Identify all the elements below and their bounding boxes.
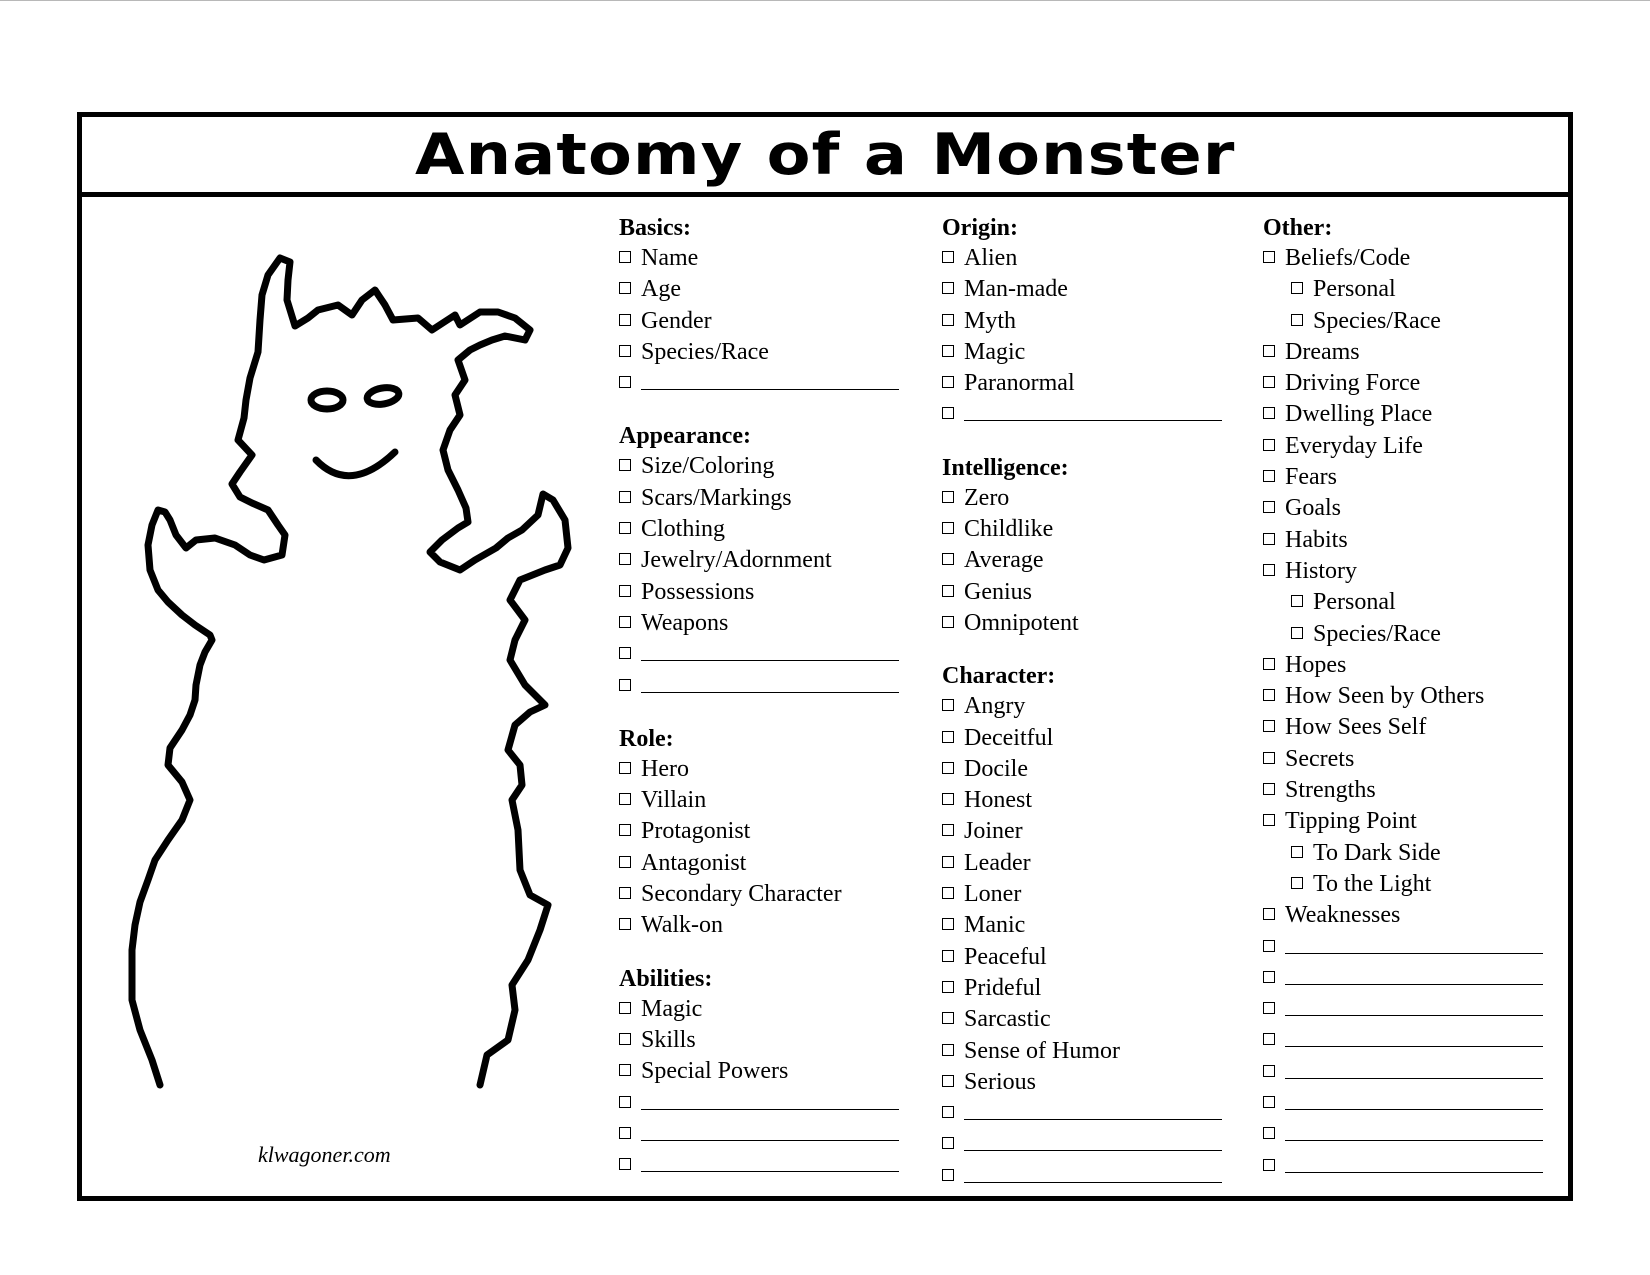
item-label: Man-made [964, 276, 1068, 303]
item-label: Alien [964, 245, 1018, 271]
checkbox-icon[interactable] [1263, 1002, 1275, 1014]
checklist-item[interactable] [619, 514, 889, 545]
item-label: Weaknesses [1285, 902, 1401, 929]
checklist-item[interactable] [1263, 274, 1533, 305]
write-in-line[interactable] [964, 1130, 1222, 1151]
checkbox-icon[interactable] [619, 1064, 631, 1076]
item-label: Secrets [1285, 745, 1355, 772]
checkbox-icon[interactable] [619, 679, 631, 691]
checklist-item[interactable] [619, 451, 889, 482]
write-in-line[interactable] [964, 1099, 1222, 1120]
item-label: Fears [1285, 464, 1337, 491]
write-in-line[interactable] [1285, 1026, 1543, 1047]
checklist-item[interactable] [1263, 493, 1533, 524]
checkbox-icon[interactable] [619, 282, 631, 294]
checkbox-icon[interactable] [619, 918, 631, 930]
checklist-item[interactable] [1263, 587, 1533, 618]
write-in-line[interactable] [1285, 1152, 1543, 1173]
checkbox-icon[interactable] [1263, 501, 1275, 513]
checklist-item[interactable] [942, 973, 1212, 1004]
checklist-item[interactable] [619, 816, 889, 847]
checklist-item[interactable] [942, 848, 1212, 879]
checkbox-icon[interactable] [1263, 1065, 1275, 1077]
checkbox-icon[interactable] [619, 522, 631, 534]
write-in-line[interactable] [641, 640, 899, 661]
checklist-item[interactable] [1263, 900, 1533, 931]
checklist-item[interactable] [1263, 525, 1533, 556]
item-label: To Dark Side [1313, 839, 1441, 866]
checkbox-icon[interactable] [619, 376, 631, 388]
checkbox-icon[interactable] [942, 376, 954, 388]
section-heading: Abilities: [619, 965, 713, 992]
column-2 [942, 213, 1212, 1214]
checklist-item[interactable] [1263, 243, 1533, 274]
checklist-item[interactable] [942, 691, 1212, 722]
credit-text: klwagoner.com [258, 1142, 391, 1167]
checklist-item[interactable] [1263, 775, 1533, 806]
checkbox-icon[interactable] [619, 1002, 631, 1014]
checkbox-icon[interactable] [1263, 251, 1275, 263]
item-label: Species/Race [1313, 307, 1441, 334]
checkbox-icon[interactable] [942, 1106, 954, 1118]
column-1 [619, 213, 889, 1203]
checklist-item[interactable] [1263, 399, 1533, 430]
blank-checklist-item[interactable] [942, 1129, 1212, 1160]
item-label: Manic [964, 912, 1026, 939]
checklist-item[interactable] [619, 1025, 889, 1056]
item-label: Myth [964, 307, 1017, 334]
item-label: Habits [1285, 526, 1348, 553]
item-label: Possessions [641, 578, 755, 605]
item-label: How Sees Self [1285, 714, 1427, 741]
blank-checklist-item[interactable] [1263, 963, 1533, 994]
right-eye [366, 385, 400, 406]
checklist-item[interactable] [619, 994, 889, 1025]
item-label: Hopes [1285, 651, 1347, 678]
checkbox-icon[interactable] [1263, 1127, 1275, 1139]
item-label: Goals [1285, 495, 1341, 522]
checkbox-icon[interactable] [942, 314, 954, 326]
checklist-item[interactable] [942, 483, 1212, 514]
checkbox-icon[interactable] [1291, 877, 1303, 889]
item-label: Tipping Point [1285, 808, 1417, 835]
item-label: Everyday Life [1285, 432, 1423, 459]
item-label: Magic [964, 338, 1026, 365]
checklist-item[interactable] [619, 785, 889, 816]
blank-checklist-item[interactable] [1263, 1151, 1533, 1182]
checkbox-icon[interactable] [619, 1033, 631, 1045]
checkbox-icon[interactable] [1263, 720, 1275, 732]
checkbox-icon[interactable] [619, 1127, 631, 1139]
item-label: Serious [964, 1068, 1036, 1095]
checklist-item[interactable] [1263, 556, 1533, 587]
checklist-item[interactable] [942, 368, 1212, 399]
blank-checklist-item[interactable] [942, 399, 1212, 430]
checkbox-icon[interactable] [942, 1044, 954, 1056]
checklist-item[interactable] [1263, 368, 1533, 399]
item-label: Prideful [964, 974, 1042, 1001]
checkbox-icon[interactable] [942, 1075, 954, 1087]
blank-checklist-item[interactable] [1263, 1119, 1533, 1150]
section-basics [619, 213, 889, 399]
item-label: Angry [964, 693, 1026, 720]
item-label: Zero [964, 484, 1010, 511]
item-label: Hero [641, 755, 689, 782]
blank-checklist-item[interactable] [619, 1088, 889, 1119]
left-eye [311, 391, 343, 409]
item-label: Walk-on [641, 912, 724, 939]
item-label: Sense of Humor [964, 1037, 1120, 1064]
checklist-item[interactable] [942, 754, 1212, 785]
checkbox-icon[interactable] [1263, 533, 1275, 545]
checkbox-icon[interactable] [619, 1158, 631, 1170]
checkbox-icon[interactable] [942, 793, 954, 805]
write-in-line[interactable] [1285, 995, 1543, 1016]
checklist-item[interactable] [942, 816, 1212, 847]
checklist-item[interactable] [619, 243, 889, 274]
checkbox-icon[interactable] [1263, 752, 1275, 764]
checklist-item[interactable] [619, 577, 889, 608]
write-in-line[interactable] [641, 1089, 899, 1110]
checklist-item[interactable] [942, 514, 1212, 545]
blank-checklist-item[interactable] [619, 1150, 889, 1181]
checkbox-icon[interactable] [1263, 1159, 1275, 1171]
item-label: Gender [641, 307, 712, 334]
column-3 [1263, 213, 1533, 1204]
section-other [1263, 213, 1533, 1182]
blank-checklist-item[interactable] [1263, 932, 1533, 963]
checklist-item[interactable] [619, 754, 889, 785]
checkbox-icon[interactable] [942, 282, 954, 294]
checkbox-icon[interactable] [619, 647, 631, 659]
item-label: Loner [964, 881, 1022, 908]
section-abilities [619, 964, 889, 1182]
checkbox-icon[interactable] [619, 1096, 631, 1108]
checklist-item[interactable] [942, 1004, 1212, 1035]
section-heading: Origin: [942, 215, 1018, 241]
blank-checklist-item[interactable] [942, 1161, 1212, 1192]
item-label: Dwelling Place [1285, 401, 1433, 428]
write-in-line[interactable] [1285, 964, 1543, 985]
checkbox-icon[interactable] [1291, 627, 1303, 639]
section-character [942, 661, 1212, 1192]
checkbox-icon[interactable] [942, 616, 954, 628]
checklist-item[interactable] [942, 879, 1212, 910]
item-label: Special Powers [641, 1058, 789, 1085]
checkbox-icon[interactable] [619, 887, 631, 899]
checkbox-icon[interactable] [619, 585, 631, 597]
checklist-item[interactable] [1263, 806, 1533, 837]
checklist-item[interactable] [619, 274, 889, 305]
item-label: Beliefs/Code [1285, 245, 1411, 271]
checkbox-icon[interactable] [942, 491, 954, 503]
mouth [316, 452, 395, 476]
item-label: Protagonist [641, 818, 751, 845]
item-label: Honest [964, 787, 1032, 814]
section-origin [942, 213, 1212, 431]
checkbox-icon[interactable] [942, 981, 954, 993]
checklist-item[interactable] [1263, 744, 1533, 775]
checkbox-icon[interactable] [1263, 564, 1275, 576]
checkbox-icon[interactable] [619, 491, 631, 503]
checklist-item[interactable] [942, 274, 1212, 305]
blank-checklist-item[interactable] [1263, 1025, 1533, 1056]
checkbox-icon[interactable] [619, 251, 631, 263]
section-intelligence [942, 453, 1212, 639]
item-label: Driving Force [1285, 370, 1421, 397]
checklist-item[interactable] [942, 306, 1212, 337]
checklist-item[interactable] [619, 545, 889, 576]
checkbox-icon[interactable] [1291, 846, 1303, 858]
section-heading: Basics: [619, 215, 691, 241]
item-label: To the Light [1313, 870, 1432, 897]
section-heading: Other: [1263, 215, 1333, 241]
item-label: Species/Race [641, 338, 769, 365]
item-label: Skills [641, 1026, 696, 1053]
checklist-item[interactable] [942, 942, 1212, 973]
write-in-line[interactable] [1285, 1089, 1543, 1110]
section-heading: Intelligence: [942, 454, 1069, 481]
item-label: Size/Coloring [641, 453, 775, 480]
write-in-line[interactable] [964, 1162, 1222, 1183]
checkbox-icon[interactable] [619, 459, 631, 471]
checkbox-icon[interactable] [1291, 595, 1303, 607]
item-label: History [1285, 557, 1357, 584]
checkbox-icon[interactable] [1263, 1096, 1275, 1108]
checkbox-icon[interactable] [1263, 783, 1275, 795]
blank-checklist-item[interactable] [1263, 1057, 1533, 1088]
checkbox-icon[interactable] [942, 824, 954, 836]
checkbox-icon[interactable] [619, 616, 631, 628]
checklist-item[interactable] [1263, 681, 1533, 712]
checklist-item[interactable] [942, 785, 1212, 816]
checklist-item[interactable] [942, 577, 1212, 608]
checklist-item[interactable] [942, 1067, 1212, 1098]
blank-checklist-item[interactable] [619, 1119, 889, 1150]
checklist-item[interactable] [942, 1036, 1212, 1067]
checkbox-icon[interactable] [1263, 1033, 1275, 1045]
section-role [619, 724, 889, 942]
item-label: Joiner [964, 818, 1023, 845]
checklist-item[interactable] [1263, 431, 1533, 462]
item-label: Personal [1313, 276, 1396, 303]
checkbox-icon[interactable] [942, 918, 954, 930]
blank-checklist-item[interactable] [619, 368, 889, 399]
checkbox-icon[interactable] [1291, 282, 1303, 294]
item-label: Sarcastic [964, 1006, 1051, 1033]
item-label: Peaceful [964, 943, 1047, 970]
checklist-item[interactable] [619, 483, 889, 514]
section-appearance [619, 421, 889, 701]
checklist-item[interactable] [1263, 306, 1533, 337]
checkbox-icon[interactable] [942, 251, 954, 263]
checklist-item[interactable] [619, 879, 889, 910]
checklist-item[interactable] [942, 608, 1212, 639]
checklist-item[interactable] [1263, 712, 1533, 743]
write-in-line[interactable] [1285, 1120, 1543, 1141]
checkbox-icon[interactable] [942, 1012, 954, 1024]
item-label: Scars/Markings [641, 484, 792, 511]
item-label: Species/Race [1313, 620, 1441, 647]
item-label: Omnipotent [964, 609, 1079, 636]
checklist-item[interactable] [619, 910, 889, 941]
item-label: Docile [964, 755, 1028, 782]
blank-checklist-item[interactable] [942, 1098, 1212, 1129]
checkbox-icon[interactable] [1263, 376, 1275, 388]
item-label: Villain [641, 787, 707, 814]
checkbox-icon[interactable] [619, 856, 631, 868]
checklist-item[interactable] [942, 723, 1212, 754]
checkbox-icon[interactable] [619, 314, 631, 326]
item-label: Antagonist [641, 849, 747, 876]
item-label: Strengths [1285, 777, 1376, 804]
blank-checklist-item[interactable] [1263, 994, 1533, 1025]
checklist-item[interactable] [1263, 619, 1533, 650]
item-label: Name [641, 245, 699, 271]
checkbox-icon[interactable] [942, 407, 954, 419]
page-title: Anatomy of a Monster [414, 122, 1236, 188]
item-label: Personal [1313, 589, 1396, 616]
write-in-line[interactable] [641, 369, 899, 390]
item-label: Paranormal [964, 370, 1075, 397]
item-label: Jewelry/Adornment [641, 547, 832, 574]
checklist-item[interactable] [619, 337, 889, 368]
checklist-item[interactable] [1263, 838, 1533, 869]
item-label: Secondary Character [641, 881, 842, 908]
checklist-item[interactable] [942, 545, 1212, 576]
checkbox-icon[interactable] [619, 345, 631, 357]
section-heading: Role: [619, 725, 674, 752]
checklist-item[interactable] [1263, 462, 1533, 493]
write-in-line[interactable] [1285, 1058, 1543, 1079]
checkbox-icon[interactable] [1291, 314, 1303, 326]
checkbox-icon[interactable] [942, 699, 954, 711]
checklist-item[interactable] [619, 306, 889, 337]
blank-checklist-item[interactable] [1263, 1088, 1533, 1119]
checkbox-icon[interactable] [1263, 439, 1275, 451]
checklist-item[interactable] [942, 910, 1212, 941]
item-label: Deceitful [964, 724, 1054, 751]
checkbox-icon[interactable] [619, 824, 631, 836]
checkbox-icon[interactable] [942, 522, 954, 534]
write-in-line[interactable] [641, 1151, 899, 1172]
checkbox-icon[interactable] [942, 856, 954, 868]
checkbox-icon[interactable] [1263, 814, 1275, 826]
checkbox-icon[interactable] [619, 793, 631, 805]
item-label: Average [964, 547, 1044, 574]
write-in-line[interactable] [964, 400, 1222, 421]
checkbox-icon[interactable] [1263, 971, 1275, 983]
checkbox-icon[interactable] [619, 762, 631, 774]
item-label: Dreams [1285, 338, 1360, 365]
item-label: Weapons [641, 609, 729, 636]
checklist-item[interactable] [942, 337, 1212, 368]
checkbox-icon[interactable] [942, 762, 954, 774]
checkbox-icon[interactable] [942, 585, 954, 597]
checklist-item[interactable] [942, 243, 1212, 274]
section-heading: Appearance: [619, 423, 751, 450]
checkbox-icon[interactable] [1263, 345, 1275, 357]
checklist-item[interactable] [619, 1056, 889, 1087]
item-label: Clothing [641, 516, 726, 543]
checklist-item[interactable] [1263, 650, 1533, 681]
checklist-item[interactable] [619, 848, 889, 879]
checkbox-icon[interactable] [1263, 940, 1275, 952]
section-heading: Character: [942, 663, 1056, 690]
checkbox-icon[interactable] [942, 1169, 954, 1181]
checkbox-icon[interactable] [1263, 470, 1275, 482]
checkbox-icon[interactable] [942, 345, 954, 357]
checkbox-icon[interactable] [942, 731, 954, 743]
item-label: Childlike [964, 516, 1054, 543]
checklist-item[interactable] [619, 608, 889, 639]
checkbox-icon[interactable] [619, 553, 631, 565]
write-in-line[interactable] [641, 1120, 899, 1141]
item-label: Leader [964, 849, 1031, 876]
monster-outline [132, 258, 568, 1085]
checkbox-icon[interactable] [1263, 689, 1275, 701]
item-label: Magic [641, 995, 703, 1022]
checkbox-icon[interactable] [942, 887, 954, 899]
checkbox-icon[interactable] [1263, 908, 1275, 920]
checklist-item[interactable] [1263, 869, 1533, 900]
checkbox-icon[interactable] [1263, 407, 1275, 419]
blank-checklist-item[interactable] [619, 671, 889, 702]
blank-checklist-item[interactable] [619, 639, 889, 670]
item-label: Age [641, 276, 681, 303]
checkbox-icon[interactable] [942, 1137, 954, 1149]
checkbox-icon[interactable] [942, 553, 954, 565]
write-in-line[interactable] [641, 672, 899, 693]
checklist-item[interactable] [1263, 337, 1533, 368]
item-label: How Seen by Others [1285, 683, 1485, 710]
item-label: Genius [964, 578, 1032, 605]
checkbox-icon[interactable] [1263, 658, 1275, 670]
checkbox-icon[interactable] [942, 950, 954, 962]
write-in-line[interactable] [1285, 933, 1543, 954]
